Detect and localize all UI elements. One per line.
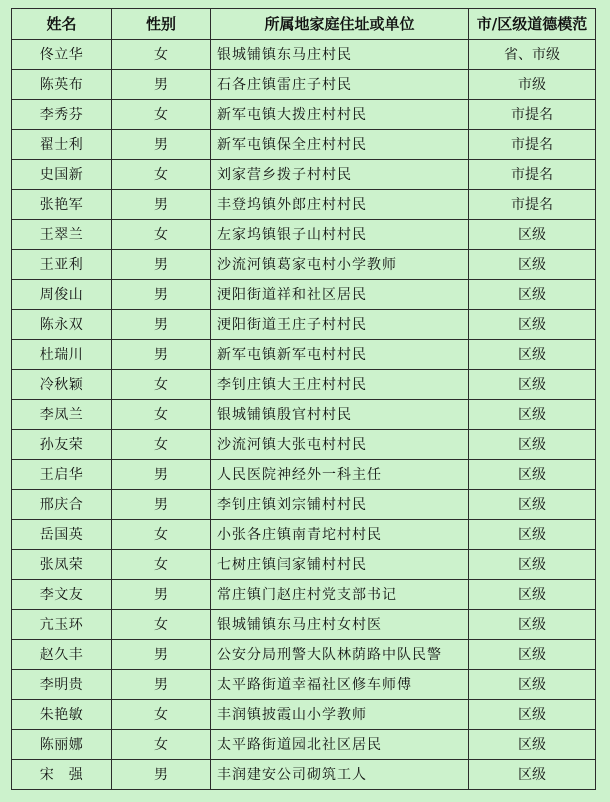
cell-gender: 女 xyxy=(112,430,211,460)
cell-name: 李凤兰 xyxy=(12,400,112,430)
cell-address: 新军屯镇大拨庄村村民 xyxy=(211,100,469,130)
cell-level: 区级 xyxy=(469,490,596,520)
cell-gender: 男 xyxy=(112,310,211,340)
cell-name: 王翠兰 xyxy=(12,220,112,250)
header-address: 所属地家庭住址或单位 xyxy=(211,9,469,40)
cell-level: 区级 xyxy=(469,610,596,640)
cell-name: 李文友 xyxy=(12,580,112,610)
moral-models-table xyxy=(11,8,596,790)
cell-address: 丰登坞镇外郎庄村村民 xyxy=(211,190,469,220)
cell-level: 区级 xyxy=(469,760,596,790)
cell-address: 李钊庄镇刘宗铺村村民 xyxy=(211,490,469,520)
table-row xyxy=(12,550,596,580)
cell-name: 李秀芬 xyxy=(12,100,112,130)
table-row xyxy=(12,130,596,160)
cell-address: 太平路街道幸福社区修车师傅 xyxy=(211,670,469,700)
cell-address: 人民医院神经外一科主任 xyxy=(211,460,469,490)
cell-gender: 女 xyxy=(112,40,211,70)
cell-level: 区级 xyxy=(469,400,596,430)
cell-level: 区级 xyxy=(469,370,596,400)
cell-name: 冷秋颖 xyxy=(12,370,112,400)
cell-level: 市提名 xyxy=(469,100,596,130)
table-row xyxy=(12,400,596,430)
table-row xyxy=(12,340,596,370)
cell-level: 区级 xyxy=(469,670,596,700)
cell-gender: 男 xyxy=(112,130,211,160)
cell-name: 李明贵 xyxy=(12,670,112,700)
cell-name: 周俊山 xyxy=(12,280,112,310)
cell-level: 区级 xyxy=(469,250,596,280)
header-gender: 性别 xyxy=(112,9,211,40)
cell-name: 翟士利 xyxy=(12,130,112,160)
cell-gender: 女 xyxy=(112,220,211,250)
cell-gender: 男 xyxy=(112,70,211,100)
cell-address: 小张各庄镇南青坨村村民 xyxy=(211,520,469,550)
cell-level: 区级 xyxy=(469,580,596,610)
cell-gender: 女 xyxy=(112,700,211,730)
table-row xyxy=(12,160,596,190)
cell-name: 张艳军 xyxy=(12,190,112,220)
cell-address: 银城铺镇东马庄村民 xyxy=(211,40,469,70)
cell-name: 亢玉环 xyxy=(12,610,112,640)
cell-gender: 女 xyxy=(112,100,211,130)
cell-level: 区级 xyxy=(469,460,596,490)
table-row xyxy=(12,430,596,460)
cell-gender: 男 xyxy=(112,190,211,220)
cell-level: 区级 xyxy=(469,340,596,370)
cell-level: 市提名 xyxy=(469,190,596,220)
cell-gender: 女 xyxy=(112,370,211,400)
table-row xyxy=(12,70,596,100)
cell-address: 太平路街道园北社区居民 xyxy=(211,730,469,760)
header-row xyxy=(12,9,596,40)
cell-gender: 男 xyxy=(112,580,211,610)
cell-level: 区级 xyxy=(469,640,596,670)
cell-address: 公安分局刑警大队林荫路中队民警 xyxy=(211,640,469,670)
cell-address: 沙流河镇葛家屯村小学教师 xyxy=(211,250,469,280)
cell-gender: 男 xyxy=(112,640,211,670)
table-body xyxy=(12,40,596,790)
cell-level: 区级 xyxy=(469,280,596,310)
cell-address: 常庄镇门赵庄村党支部书记 xyxy=(211,580,469,610)
table-row xyxy=(12,250,596,280)
cell-level: 区级 xyxy=(469,730,596,760)
cell-address: 石各庄镇雷庄子村民 xyxy=(211,70,469,100)
cell-address: 刘家营乡拨子村村民 xyxy=(211,160,469,190)
cell-gender: 男 xyxy=(112,460,211,490)
cell-name: 史国新 xyxy=(12,160,112,190)
cell-gender: 女 xyxy=(112,730,211,760)
cell-name: 朱艳敏 xyxy=(12,700,112,730)
cell-address: 银城铺镇东马庄村女村医 xyxy=(211,610,469,640)
header-level: 市/区级道德模范 xyxy=(469,9,596,40)
table-row xyxy=(12,610,596,640)
cell-address: 七树庄镇闫家铺村村民 xyxy=(211,550,469,580)
cell-name: 邢庆合 xyxy=(12,490,112,520)
cell-address: 沙流河镇大张屯村村民 xyxy=(211,430,469,460)
cell-level: 市提名 xyxy=(469,160,596,190)
cell-name: 宋 强 xyxy=(12,760,112,790)
cell-gender: 男 xyxy=(112,490,211,520)
cell-address: 左家坞镇银子山村村民 xyxy=(211,220,469,250)
cell-address: 新军屯镇保全庄村村民 xyxy=(211,130,469,160)
table-row xyxy=(12,370,596,400)
table-row xyxy=(12,520,596,550)
table-row xyxy=(12,460,596,490)
cell-name: 佟立华 xyxy=(12,40,112,70)
cell-name: 陈英布 xyxy=(12,70,112,100)
cell-address: 浭阳街道祥和社区居民 xyxy=(211,280,469,310)
cell-address: 丰润镇披霞山小学教师 xyxy=(211,700,469,730)
cell-level: 区级 xyxy=(469,550,596,580)
table-row xyxy=(12,580,596,610)
cell-level: 区级 xyxy=(469,310,596,340)
cell-name: 陈丽娜 xyxy=(12,730,112,760)
cell-gender: 女 xyxy=(112,610,211,640)
cell-gender: 女 xyxy=(112,400,211,430)
table-row xyxy=(12,640,596,670)
cell-gender: 男 xyxy=(112,670,211,700)
cell-name: 王亚利 xyxy=(12,250,112,280)
cell-name: 岳国英 xyxy=(12,520,112,550)
cell-gender: 男 xyxy=(112,340,211,370)
cell-name: 陈永双 xyxy=(12,310,112,340)
table-row xyxy=(12,280,596,310)
cell-level: 市级 xyxy=(469,70,596,100)
cell-gender: 男 xyxy=(112,280,211,310)
table-row xyxy=(12,730,596,760)
table-row xyxy=(12,220,596,250)
table-row xyxy=(12,310,596,340)
cell-name: 孙友荣 xyxy=(12,430,112,460)
cell-name: 张凤荣 xyxy=(12,550,112,580)
cell-address: 浭阳街道王庄子村村民 xyxy=(211,310,469,340)
table-row xyxy=(12,670,596,700)
cell-gender: 女 xyxy=(112,520,211,550)
cell-gender: 女 xyxy=(112,550,211,580)
table-row xyxy=(12,760,596,790)
cell-level: 区级 xyxy=(469,700,596,730)
cell-address: 银城铺镇殷官村村民 xyxy=(211,400,469,430)
cell-name: 王启华 xyxy=(12,460,112,490)
table-row xyxy=(12,40,596,70)
cell-level: 省、市级 xyxy=(469,40,596,70)
cell-level: 区级 xyxy=(469,520,596,550)
cell-level: 区级 xyxy=(469,220,596,250)
table-row xyxy=(12,490,596,520)
cell-name: 赵久丰 xyxy=(12,640,112,670)
cell-gender: 男 xyxy=(112,250,211,280)
cell-name: 杜瑞川 xyxy=(12,340,112,370)
cell-address: 丰润建安公司砌筑工人 xyxy=(211,760,469,790)
cell-level: 区级 xyxy=(469,430,596,460)
cell-level: 市提名 xyxy=(469,130,596,160)
cell-gender: 女 xyxy=(112,160,211,190)
cell-gender: 男 xyxy=(112,760,211,790)
table-row xyxy=(12,100,596,130)
cell-address: 李钊庄镇大王庄村村民 xyxy=(211,370,469,400)
cell-address: 新军屯镇新军屯村村民 xyxy=(211,340,469,370)
table-row xyxy=(12,700,596,730)
table-row xyxy=(12,190,596,220)
header-name: 姓名 xyxy=(12,9,112,40)
